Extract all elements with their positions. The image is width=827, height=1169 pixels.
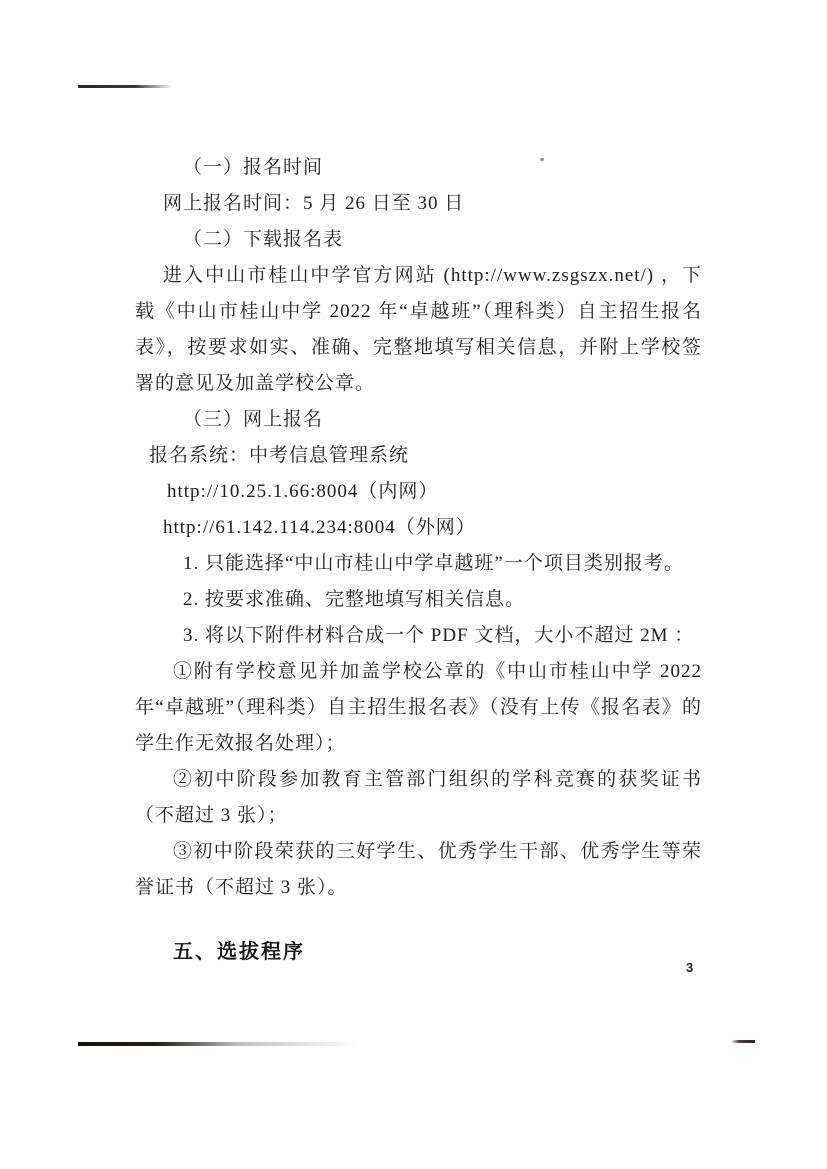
attachment-item-3-honor-certificates: ③初中阶段荣获的三好学生、优秀学生干部、优秀学生等荣誉证书（不超过 3 张）。 bbox=[135, 841, 702, 898]
list-item-2-fill-info: 2. 按要求准确、完整地填写相关信息。 bbox=[183, 589, 526, 610]
scan-artifact-line-bottom-right bbox=[731, 1040, 755, 1043]
list-item-3-pdf-merge: 3. 将以下附件材料合成一个 PDF 文档，大小不超过 2M ： bbox=[183, 625, 695, 646]
document-body bbox=[135, 150, 702, 970]
attachment-item-2-competition-awards: ②初中阶段参加教育主管部门组织的学科竞赛的获奖证书（不超过 3 张）； bbox=[135, 769, 702, 826]
subsection-heading-download-form: （二）下载报名表 bbox=[183, 229, 344, 250]
section-heading-selection-procedure: 五、选拔程序 bbox=[173, 941, 305, 963]
subsection-heading-online-signup: （三）网上报名 bbox=[183, 409, 324, 430]
scan-artifact-line-bottom-left bbox=[78, 1042, 358, 1046]
line-intranet-url: http://10.25.1.66:8004（内网） bbox=[167, 481, 439, 502]
line-extranet-url: http://61.142.114.234:8004（外网） bbox=[163, 517, 476, 538]
line-registration-system: 报名系统：中考信息管理系统 bbox=[149, 445, 410, 466]
attachment-item-1-application-form: ①附有学校意见并加盖学校公章的《中山市桂山中学 2022 年“卓越班”（理科类）自主招生报名表》（没有上传《报名表》的学生作无效报名处理）； bbox=[135, 661, 702, 754]
line-online-registration-time: 网上报名时间：5 月 26 日至 30 日 bbox=[163, 193, 465, 214]
subsection-heading-registration-time: （一）报名时间 bbox=[183, 157, 324, 178]
scan-artifact-line-top-left bbox=[78, 85, 173, 88]
para-download-instructions: 进入中山市桂山中学官方网站 (http://www.zsgszx.net/) ，下载《中山市桂山中学 2022 年“卓越班”（理科类）自主招生报名表》，按要求如实、准确、完整地填写相关信息，并附上学校签署的意见及加盖学校公章。 bbox=[135, 265, 702, 394]
list-item-1-project-choice: 1. 只能选择“中山市桂山中学卓越班”一个项目类别报考。 bbox=[183, 553, 684, 574]
page-number: 3 bbox=[686, 960, 694, 975]
